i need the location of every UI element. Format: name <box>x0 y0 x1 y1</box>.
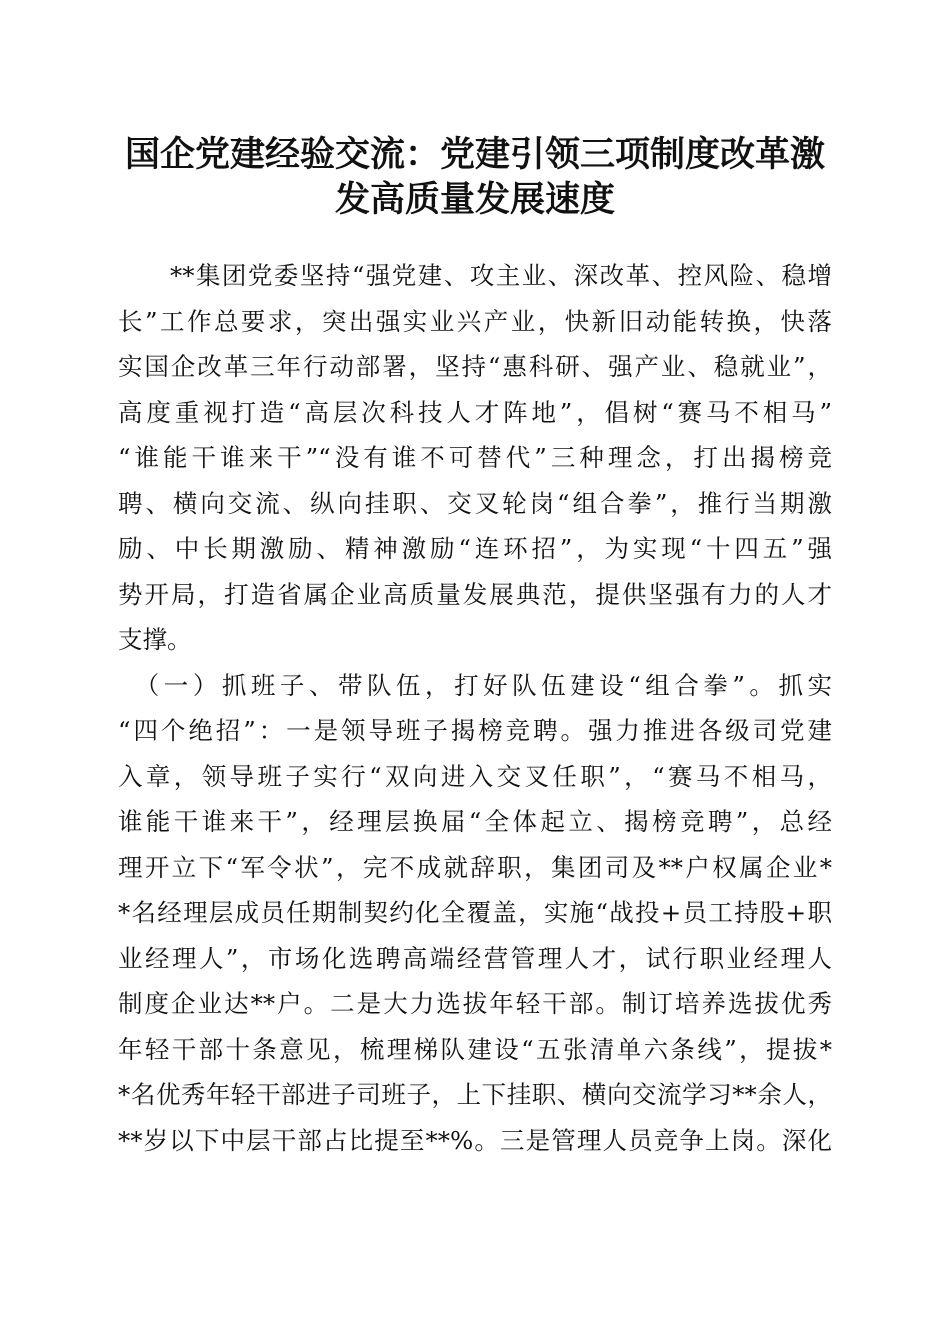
text-line: 入章，领导班子实行“双向进入交叉任职”，“赛马不相马， <box>118 761 832 791</box>
document-title <box>118 132 832 222</box>
text-line: 励、中长期激励、精神激励“连环招”，为实现“十四五”强 <box>118 534 832 563</box>
text-line: 支撑。 <box>118 625 192 654</box>
text-line: 势开局，打造省属企业高质量发展典范，提供坚强有力的人才 <box>118 579 832 609</box>
title-line: 发高质量发展速度 <box>334 179 615 220</box>
text-line: 制度企业达**户。二是大力选拔年轻干部。制订培养选拔优秀 <box>118 989 832 1018</box>
text-line: （一）抓班子、带队伍，打好队伍建设“组合拳”。抓实 <box>118 670 832 700</box>
text-line: 业经理人”，市场化选聘高端经营管理人才，试行职业经理人 <box>118 943 832 973</box>
text-line: 高度重视打造“高层次科技人才阵地”，倡树“赛马不相马” <box>118 397 832 427</box>
text-line: “四个绝招”：一是领导班子揭榜竞聘。强力推进各级司党建 <box>118 716 832 745</box>
text-line: 长”工作总要求，突出强实业兴产业，快新旧动能转换，快落 <box>118 306 832 336</box>
text-line: 年轻干部十条意见，梳理梯队建设“五张清单六条线”，提拔* <box>118 1034 832 1064</box>
text-line: **集团党委坚持“强党建、攻主业、深改革、控风险、稳增 <box>118 261 832 290</box>
paragraph-section-one <box>118 663 832 1164</box>
title-line: 国企党建经验交流：党建引领三项制度改革激 <box>124 134 825 175</box>
text-line: **岁以下中层干部占比提至**%。三是管理人员竞争上岗。深化 <box>118 1125 832 1155</box>
document-body <box>118 253 832 1163</box>
text-line: *名优秀年轻干部进子司班子，上下挂职、横向交流学习**余人， <box>118 1080 832 1109</box>
paragraph-intro <box>118 253 832 663</box>
text-line: 谁能干谁来干”，经理层换届“全体起立、揭榜竞聘”，总经 <box>118 807 832 836</box>
text-line: 理开立下“军令状”，完不成就辞职，集团司及**户权属企业* <box>118 852 832 882</box>
text-line: 聘、横向交流、纵向挂职、交叉轮岗“组合拳”，推行当期激 <box>118 488 832 518</box>
text-line: 实国企改革三年行动部署，坚持“惠科研、强产业、稳就业”， <box>118 352 832 381</box>
text-line: *名经理层成员任期制契约化全覆盖，实施“战投+员工持股+职 <box>118 898 832 927</box>
text-line: “谁能干谁来干”“没有谁不可替代”三种理念，打出揭榜竞 <box>118 443 832 472</box>
